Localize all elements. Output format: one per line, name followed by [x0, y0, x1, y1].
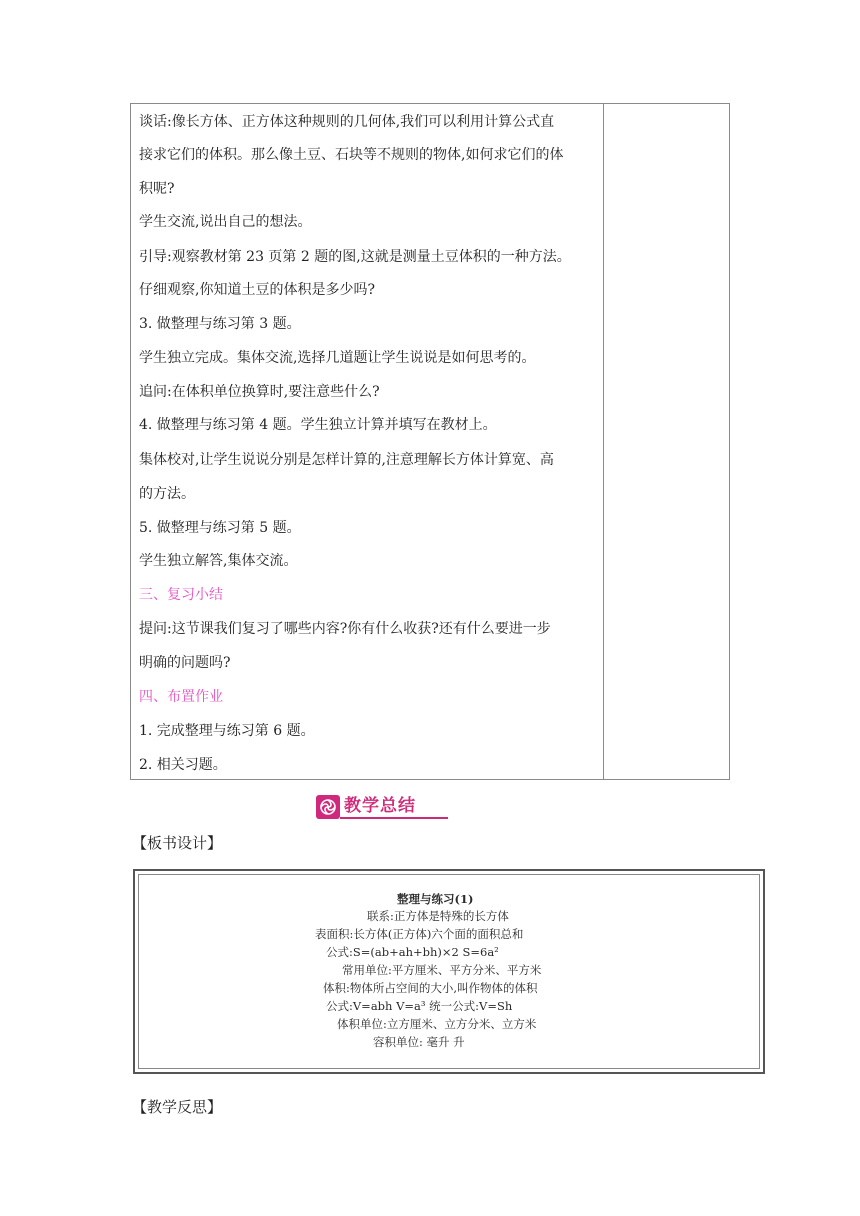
- lesson-line: 明确的问题吗?: [139, 655, 231, 671]
- lesson-line: 集体校对,让学生说说分别是怎样计算的,注意理解长方体计算宽、高: [139, 452, 554, 468]
- lesson-line: 引导:观察教材第 23 页第 2 题的图,这就是测量土豆体积的一种方法。: [139, 249, 571, 265]
- lesson-line: 追问:在体积单位换算时,要注意些什么?: [139, 384, 380, 400]
- lesson-line: 学生交流,说出自己的想法。: [139, 214, 312, 230]
- lesson-line: 5. 做整理与练习第 5 题。: [139, 520, 301, 536]
- section-heading-homework: 四、布置作业: [139, 689, 223, 705]
- board-line: 常用单位:平方厘米、平方分米、平方米: [342, 963, 542, 977]
- board-line: 公式:S=(ab+ah+bh)×2 S=6a²: [326, 945, 499, 959]
- lesson-line: 仔细观察,你知道土豆的体积是多少吗?: [139, 282, 375, 298]
- board-inner-frame: [138, 874, 760, 1069]
- lesson-content-cell: [131, 104, 604, 779]
- board-title: 整理与练习(1): [397, 892, 474, 906]
- lesson-notes-cell: [604, 104, 729, 779]
- section-heading-review-summary: 三、复习小结: [139, 587, 223, 603]
- board-line: 体积:物体所占空间的大小,叫作物体的体积: [323, 981, 538, 995]
- lesson-line: 接求它们的体积。那么像土豆、石块等不规则的物体,如何求它们的体: [139, 147, 564, 163]
- lesson-line: 提问:这节课我们复习了哪些内容?你有什么收获?还有什么要进一步: [139, 621, 551, 637]
- lesson-line: 积呢?: [139, 181, 175, 197]
- lesson-line: 的方法。: [139, 486, 195, 502]
- board-design-label: 【板书设计】: [132, 834, 223, 852]
- lesson-line: 学生独立解答,集体交流。: [139, 553, 298, 569]
- teaching-reflection-label: 【教学反思】: [132, 1098, 223, 1116]
- summary-banner: [316, 795, 448, 819]
- summary-banner-title: 教学总结: [344, 796, 416, 816]
- lesson-line: 1. 完成整理与练习第 6 题。: [139, 723, 315, 739]
- board-line: 联系:正方体是特殊的长方体: [367, 909, 509, 923]
- lesson-line: 学生独立完成。集体交流,选择几道题让学生说说是如何思考的。: [139, 350, 536, 366]
- lesson-line: 3. 做整理与练习第 3 题。: [139, 316, 301, 332]
- board-line: 公式:V=abh V=a³ 统一公式:V=Sh: [326, 999, 513, 1013]
- banner-underline: [340, 817, 448, 819]
- blackboard-design: [133, 869, 765, 1074]
- lesson-line: 谈话:像长方体、正方体这种规则的几何体,我们可以利用计算公式直: [139, 114, 555, 130]
- board-line: 容积单位: 毫升 升: [373, 1035, 465, 1049]
- lesson-line: 4. 做整理与练习第 4 题。学生独立计算并填写在教材上。: [139, 417, 497, 433]
- board-line: 体积单位:立方厘米、立方分米、立方米: [337, 1017, 537, 1031]
- swirl-logo-icon: [316, 795, 340, 819]
- lesson-table: [130, 103, 730, 780]
- lesson-line: 2. 相关习题。: [139, 757, 227, 773]
- board-line: 表面积:长方体(正方体)六个面的面积总和: [315, 927, 524, 941]
